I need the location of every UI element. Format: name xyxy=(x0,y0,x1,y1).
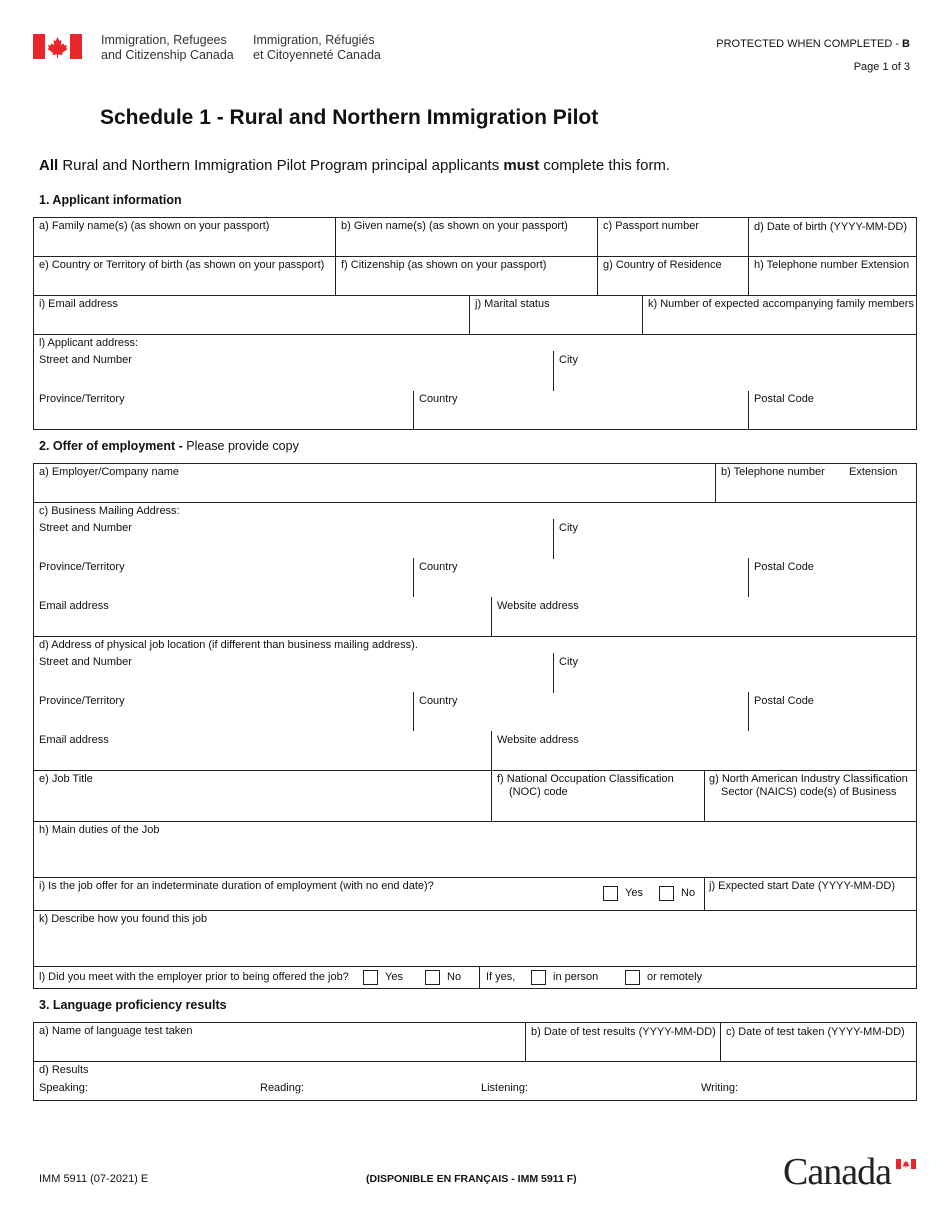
business-email-field[interactable]: Email address xyxy=(39,600,109,612)
canada-wordmark: Canada xyxy=(783,1150,918,1195)
job-email-field[interactable]: Email address xyxy=(39,734,109,746)
business-address-label: c) Business Mailing Address: xyxy=(39,505,180,517)
met-employer-question: l) Did you meet with the employer prior to being offered the job? xyxy=(39,971,349,983)
start-date-field[interactable]: j) Expected start Date (YYYY-MM-DD) xyxy=(709,880,896,892)
section-2-heading: 2. Offer of employment - Please provide copy xyxy=(39,439,299,453)
wordmark-flag-icon xyxy=(896,1159,916,1169)
business-street-field[interactable]: Street and Number xyxy=(39,522,132,534)
family-members-field[interactable]: k) Number of expected accompanying family members xyxy=(648,298,914,310)
reading-field[interactable]: Reading: xyxy=(260,1082,305,1094)
remotely-label: or remotely xyxy=(647,971,703,983)
test-results-date-field[interactable]: b) Date of test results (YYYY-MM-DD) xyxy=(531,1026,716,1038)
met-employer-yes-label: Yes xyxy=(385,971,403,983)
country-field[interactable]: Country xyxy=(419,393,458,405)
country-of-birth-field[interactable]: e) Country or Territory of birth (as shown on your passport) xyxy=(39,259,325,271)
employer-telephone-field[interactable]: b) Telephone number xyxy=(721,466,825,478)
city-field[interactable]: City xyxy=(559,354,578,366)
passport-number-field[interactable]: c) Passport number xyxy=(603,220,699,232)
indeterminate-yes-checkbox[interactable] xyxy=(603,886,618,901)
department-name-en: Immigration, Refugees and Citizenship Canada xyxy=(101,33,234,62)
telephone-field[interactable]: h) Telephone number Extension xyxy=(754,259,910,271)
business-postal-field[interactable]: Postal Code xyxy=(754,561,814,573)
job-city-field[interactable]: City xyxy=(559,656,578,668)
page-number: Page 1 of 3 xyxy=(853,61,910,73)
met-employer-yes-checkbox[interactable] xyxy=(363,970,378,985)
job-location-label: d) Address of physical job location (if different than business mailing address). xyxy=(39,639,418,651)
department-name-fr: Immigration, Réfugiés et Citoyenneté Canada xyxy=(253,33,381,62)
french-version-note: (DISPONIBLE EN FRANÇAIS - IMM 5911 F) xyxy=(366,1173,577,1185)
job-title-field[interactable]: e) Job Title xyxy=(39,773,93,785)
met-employer-no-label: No xyxy=(447,971,462,983)
section-1-heading: 1. Applicant information xyxy=(39,193,182,207)
job-province-field[interactable]: Province/Territory xyxy=(39,695,125,707)
street-field[interactable]: Street and Number xyxy=(39,354,132,366)
business-city-field[interactable]: City xyxy=(559,522,578,534)
language-test-field[interactable]: a) Name of language test taken xyxy=(39,1025,193,1037)
canada-flag-logo xyxy=(33,34,82,59)
marital-status-field[interactable]: j) Marital status xyxy=(475,298,550,310)
job-country-field[interactable]: Country xyxy=(419,695,458,707)
listening-field[interactable]: Listening: xyxy=(481,1082,529,1094)
email-field[interactable]: i) Email address xyxy=(39,298,118,310)
business-province-field[interactable]: Province/Territory xyxy=(39,561,125,573)
family-name-field[interactable]: a) Family name(s) (as shown on your passport) xyxy=(39,220,270,232)
province-field[interactable]: Province/Territory xyxy=(39,393,125,405)
noc-code-field[interactable]: f) National Occupation Classification (NOC) code xyxy=(497,773,674,798)
speaking-field[interactable]: Speaking: xyxy=(39,1082,88,1094)
job-postal-field[interactable]: Postal Code xyxy=(754,695,814,707)
date-of-birth-field[interactable]: d) Date of birth (YYYY-MM-DD) xyxy=(754,221,908,233)
given-name-field[interactable]: b) Given name(s) (as shown on your passport) xyxy=(341,220,568,232)
protected-label: PROTECTED WHEN COMPLETED - B xyxy=(716,38,910,50)
section-3-heading: 3. Language proficiency results xyxy=(39,998,227,1012)
intro-text: All Rural and Northern Immigration Pilot Program principal applicants must complete this form. xyxy=(39,157,671,174)
citizenship-field[interactable]: f) Citizenship (as shown on your passport) xyxy=(341,259,547,271)
remotely-checkbox[interactable] xyxy=(625,970,640,985)
country-of-residence-field[interactable]: g) Country of Residence xyxy=(603,259,722,271)
if-yes-label: If yes, xyxy=(486,971,516,983)
postal-code-field[interactable]: Postal Code xyxy=(754,393,814,405)
main-duties-field[interactable]: h) Main duties of the Job xyxy=(39,824,160,836)
applicant-address-label: l) Applicant address: xyxy=(39,337,139,349)
business-website-field[interactable]: Website address xyxy=(497,600,579,612)
job-street-field[interactable]: Street and Number xyxy=(39,656,132,668)
in-person-label: in person xyxy=(553,971,599,983)
indeterminate-yes-label: Yes xyxy=(625,887,643,899)
how-found-job-field[interactable]: k) Describe how you found this job xyxy=(39,913,208,925)
writing-field[interactable]: Writing: xyxy=(701,1082,739,1094)
indeterminate-question: i) Is the job offer for an indeterminate duration of employment (with no end date)? xyxy=(39,880,434,892)
employer-name-field[interactable]: a) Employer/Company name xyxy=(39,466,180,478)
indeterminate-no-checkbox[interactable] xyxy=(659,886,674,901)
job-website-field[interactable]: Website address xyxy=(497,734,579,746)
indeterminate-no-label: No xyxy=(681,887,696,899)
form-id: IMM 5911 (07-2021) E xyxy=(39,1173,149,1185)
page-title: Schedule 1 - Rural and Northern Immigration Pilot xyxy=(100,106,599,129)
employer-extension-field[interactable]: Extension xyxy=(849,466,898,478)
business-country-field[interactable]: Country xyxy=(419,561,458,573)
test-taken-date-field[interactable]: c) Date of test taken (YYYY-MM-DD) xyxy=(726,1026,905,1038)
results-label: d) Results xyxy=(39,1064,89,1076)
in-person-checkbox[interactable] xyxy=(531,970,546,985)
naics-code-field[interactable]: g) North American Industry Classification Sector (NAICS) code(s) of Business xyxy=(709,773,908,798)
met-employer-no-checkbox[interactable] xyxy=(425,970,440,985)
